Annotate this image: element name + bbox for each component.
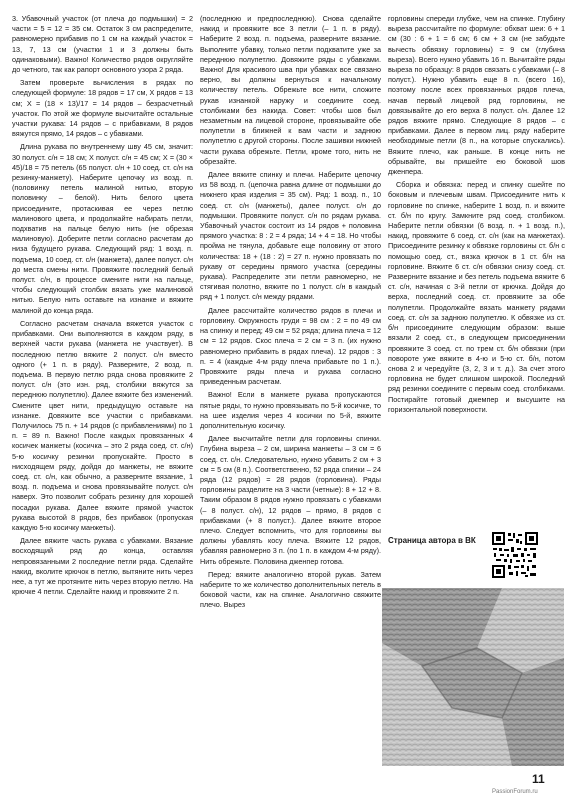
- footer-site-watermark: PassionForum.ru: [492, 789, 538, 795]
- text-column-2: [200, 14, 381, 614]
- qr-code-graphic: [491, 531, 539, 579]
- knit-fabric-image: [382, 588, 564, 766]
- paragraph: 3. Убавочный участок (от плеча до подмышки) = 2 части = 5 = 12 = 35 см. Остаток 3 см распределите, равномерно прибавив по 1 см на каждый участок = 13, 7, 13 см (участки 1 и 3 должны быть одинаковыми). Важно! Количество рядов округляйте до четного, так как рапорт основного узора 2 ряда.: [12, 14, 193, 75]
- paragraph: Важно! Если в манжете рукава пропускаются пятые ряды, то нужно провязывать по 5-й косичке, то на шее изделия через 4 косички по 5-й, вяжите дополнительную косичку.: [200, 390, 381, 430]
- knit-fabric-photo: [382, 588, 564, 766]
- paragraph: Сборка и обвязка: перед и спинку сшейте по боковым и плечевым швам. Присоедините нить к горловине по спинке, наберите 1 возд. п. и вяжите ст. б/н по кругу. Замкните ряд соед. столбиком. Наберите петли обвязки (6 возд. п. + 1 возд. п.), накид, провяжите 6 соед. ст. с/н (как на манжетах). Присоедините резинку к обвязке горловины ст. б/н с помощью соед. ст., вязка крючок в 1 ст. б/н на горловине. Вяжите 6 ст. с/н обвязки снизу соед. ст. Разверните вязание и без петель подъема вяжите 6 ст. с/н, начиная с 3-й петли от крючка. Дойдя до верха, последний соед. ст. провяжите за обе полупетли. Продолжайте вязать манжету рядами соед. ст. с/н за заднюю полупетлю. К обвязке из ст. б/н присоедините следующим образом: выше вязали 2 соед. ст., в следующем присоединении провяжите 3 соед. ст. по трем ст. б/н обвязки (при повороте уже вяжите в 4-ю и 5-ю ст. б/н, потом снова 2 и чередуйте (3, 2, 3 и т. д.). За счет этого горловина не будет слишком широкой. Последний ряд резинки соедините с первым соед. столбиками. Постирайте готовый джемпер и высушите на горизонтальной поверхности.: [388, 180, 565, 414]
- paragraph: (последнюю и предпоследнюю). Снова сделайте накид и провяжите все 3 петли (– 1 п. в ряду). Наберите 2 возд. п. подъема, разверните вязание. Выполните убавку, только петли подхватите уже за переднюю полупетлю. Довяжите ряды с убавками. Важно! Для красивого шва при убавках все связано верно, вы должны вернуться к начальному количеству петель. Обрежьте все нити, сложите рукав изнанкой наружу и соедините соед. столбиками без накида. Совет: чтобы шов был незаметным на лицевой стороне, провязывайте обе полупетли в ближней к вам части и заднюю полупетлю с другой стороны. После зашивки нижней части рукава обрежьте. Петли, кроме того, нить не обрезайте.: [200, 14, 381, 166]
- paragraph: горловины спереди глубже, чем на спинке. Глубину выреза рассчитайте по формуле: обхват шеи: 6 + 1 см (30 : 6 + 1 = 6 см; 6 см + 3 см (не забудьте вычесть обвязку горловины) = 9 см (глубина выреза). Всего нужно убавить 16 п. Вычитайте ряды выреза по образцу: 8 рядов связать с убавками (– 8 полуст.). Нужно убавить еще 8 п. (всего 16), поэтому после всех провязанных рядов плеча, начав первый лицевой ряд горловины, не довязывайте до его верха 8 полуст. с/н. Далее 12 рядов вяжите прямо. Следующие 8 рядов – с прибавками. Далее в первом лиц. ряду наберите необходимые петли (8 п., на которые спускались). Вяжите плечо, как раньше. В конце нить не обрывайте, вы пришейте ею боковой шов дженпера.: [388, 14, 565, 177]
- paragraph: Согласно расчетам сначала вяжется участок с прибавками. Они выполняются в каждом ряду, в верхней части рукава (манжета не участвует). В последнюю петлю вяжите 2 полуст. с/н вместо одного (+ 1 п. в ряду). Разверните, 2 возд. п. подъема. В первую петлю ряда снова провяжите 2 полуст. с/н (это изн. ряд, столбики вяжутся за переднюю полупетлю). Далее вяжите без изменений. Смените цвет нити, предыдущую оставьте на изнанке. Довяжите все участки с прибавками. Получилось 75 п. + 14 рядов (с прибавлениями) по 1 п. = 89 п. Важно! После каждых провязанных 4 косичек манжеты (косичка – это 2 ряда соед. ст. с/н) 5-ю косичку резинки пропускайте. Просто в нисходящем ряду, дойдя до манжеты, не вяжите соед. ст. с/н, как обычно, а разверните вязание, 1 возд. п. подъема и снова провязывайте полуст. с/н наверх. Это позволит собрать резинку для хорошей посадки рукава. Далее вяжите прямой участок рукава высотой 8 рядов, без прибавок (пропуская каждую 5-ю косичку манжеты).: [12, 318, 193, 532]
- qr-code-icon[interactable]: [491, 531, 539, 579]
- paragraph: Перед: вяжите аналогично второй рукав. Затем наберите то же количество дополнительных петель в боковой части, как на спинке. Аналогично свяжите плечо. Вырез: [200, 569, 381, 610]
- page-number: 11: [532, 772, 545, 786]
- text-column-1: [12, 14, 193, 600]
- text-column-3: [388, 14, 565, 418]
- paragraph: Далее высчитайте петли для горловины спинки. Глубина выреза – 2 см, ширина манжеты – 3 см = 6 соед. ст. с/н. Следовательно, нужно убавить 2 см + 3 см = 5 см (8 п.). Соответственно, 52 ряда спинки – 24 ряда (12 рядов) = 28 рядов (горловина). Ряды горловины разделите на 3 части (четные): 8 + 12 + 8. Таким образом 8 рядов нужно провязать с убавками (– 8 полуст. с/н), 12 рядов – прямо, 8 рядов с прибавками (+ 8 полуст.). Далее вяжите второе плечо. Следует вспомнить, что для горловины вы должны убавлять косу плеча. Вяжите 12 рядов, убавляя равномерно 3 п. (по 1 п. в каждом 4-м ряду). Нить обрежьте. Половина дженпер готова.: [200, 434, 381, 566]
- paragraph: Длина рукава по внутреннему шву 45 см, значит: 30 полуст. с/н = 18 см; X полуст. с/н = 45 см; X = (30 × 45)/18 = 75 петель (65 полуст. с/н + 10 соед. ст. с/н на резинку-манжету). Наберите цепочку из возд. п. (половинку петель малиной нитью, вторую половинку – белой). Нить белого цвета присоедините, протаскивая ее через петлю малинового цвета, и продолжайте набирать петли, подхватив на пальце белую нить (не обрезая малиновую). Доберите петли согласно расчетам до низа будущего рукава. Следующий ряд: 1 возд. п. подъема, 10 соед. ст. с/н (манжета), далее полуст. с/н до места смены нити. Провяжите последний белый полуст. с/н, в процессе смените нити на пальце, чтобы следующий столбик вязать уже малиновой нитью. Белую нить оставьте на изнанке и вяжите малиной до конца ряда.: [12, 142, 194, 315]
- paragraph: Затем проверьте вычисления в рядах по следующей формуле: 18 рядов = 17 см, X рядов = 13 см; X = (18 × 13)/17 = 14 рядов – безрасчетный участок. По этой же формуле высчитайте остальные участки рукава: 14 рядов – с прибавками, 8 рядов вяжутся прямо, 14 рядов – с убавками.: [12, 78, 193, 139]
- paragraph: Далее вяжите часть рукава с убавками. Вязание восходящий ряд до конца, оставляя непровязанными 2 последние петли ряда. Сделайте накид, вколите крючок в петлю, вытяните нить через нее, а тут же протяните нить через вторую петлю. На крючке 4 петли. Сделайте накид и провяжите 2 п.: [12, 536, 193, 597]
- paragraph: Далее вяжите спинку и плечи. Наберите цепочку из 58 возд. п. (цепочка равна длине от подмышки до нижнего края изделия = 35 см). Ряд: 1 возд. п., 10 соед. ст. с/н (манжеты), далее полуст. с/н до подмышки. Провяжите полуст. с/н по рядам рукава. Убавочный участок состоит из 14 рядов + половина прямого участка: 8 : 2 = 4 ряда; 14 + 4 = 18. Но чтобы пройма не тянула, добавьте еще половину от этого количества: 18 + (18 : 2) = 27 п. нужно провязать по рукаву от середины прямого участка (середины рукава). Распределите эти петли равномерно, не стягивая полотно, вяжите по 1 полуст. с/н в каждый ряд + 1 полуст. с/н между рядами.: [200, 170, 381, 302]
- paragraph: Далее рассчитайте количество рядов в плечи и горловину. Окружность груди = 98 см : 2 = по 49 см на спинку и перед; 49 см = 52 ряда; длина плеча = 12 см = 12 рядов. Скос плеча = 2 см = 3 п. (их нужно равномерно прибавить в рядах плеча). 12 рядов : 3 п. = 4 (каждые 4-м ряду плеча прибавьте по 1 п.). Провяжите ряды плеча и рукава согласно приведенным расчетам.: [200, 305, 381, 387]
- author-page-label: Страница автора в ВК: [388, 536, 476, 545]
